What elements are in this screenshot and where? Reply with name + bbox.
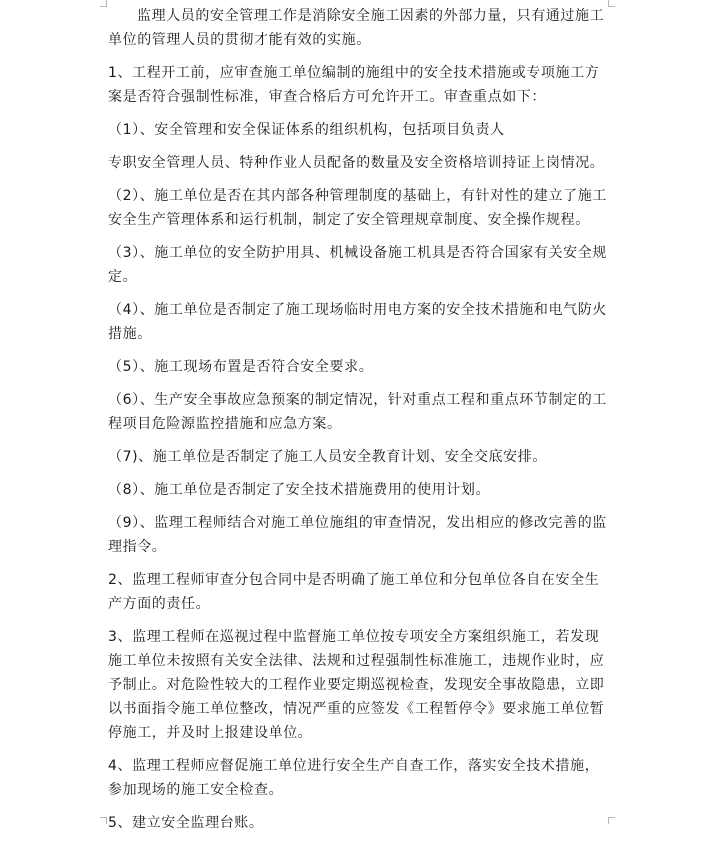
paragraph-subitem-9: （9）、监理工程师结合对施工单位施组的审查情况，发出相应的修改完善的监理指令。 (108, 515, 607, 555)
page-corner-mark-bottom-right (608, 817, 615, 824)
paragraph-intro: 监理人员的安全管理工作是消除安全施工因素的外部力量，只有通过施工单位的管理人员的贯彻才能有效的实施。 (108, 8, 605, 48)
paragraph-subitem-3: （3）、施工单位的安全防护用具、机械设备施工机具是否符合国家有关安全规定。 (108, 245, 607, 285)
paragraph-subitem-1: （1）、安全管理和安全保证体系的组织机构，包括项目负责人 (108, 122, 505, 138)
paragraph-subitem-7: （7)、施工单位是否制定了施工人员安全教育计划、安全交底安排。 (108, 449, 547, 465)
paragraph-item-3: 3、监理工程师在巡视过程中监督施工单位按专项安全方案组织施工，若发现施工单位未按照有关安全法律、法规和过程强制性标准施工，违规作业时，应予制止。对危险性较大的工程作业要定期巡视检查，发现安全事故隐患，立即以书面指令施工单位整改，情况严重的应签发《工程暂停令》要求施工单位暂停施工，并及时上报建设单位。 (108, 629, 605, 741)
paragraph-item-4: 4、监理工程师应督促施工单位进行安全生产自查工作，落实安全技术措施，参加现场的施工安全检查。 (108, 758, 600, 798)
paragraph-item-1: 1、工程开工前，应审查施工单位编制的施组中的安全技术措施或专项施工方案是否符合强制性标准，审查合格后方可允许开工。审查重点如下： (108, 65, 600, 105)
document-body[interactable] (108, 4, 608, 844)
page-corner-mark-top-right (608, 0, 615, 7)
paragraph-subitem-8: （8）、施工单位是否制定了安全技术措施费用的使用计划。 (108, 482, 491, 498)
paragraph-subitem-4: （4）、施工单位是否制定了施工现场临时用电方案的安全技术措施和电气防火措施。 (108, 302, 607, 342)
paragraph-subitem-5: （5）、施工现场布置是否符合安全要求。 (108, 359, 374, 375)
paragraph-item-2: 2、监理工程师审查分包合同中是否明确了施工单位和分包单位各自在安全生产方面的责任。 (108, 572, 600, 612)
paragraph-subitem-1-continued: 专职安全管理人员、特种作业人员配备的数量及安全资格培训持证上岗情况。 (108, 155, 605, 171)
page-corner-mark-bottom-left (100, 817, 107, 824)
page-corner-mark-top-left (100, 0, 107, 7)
paragraph-item-5: 5、建立安全监理台账。 (108, 815, 264, 831)
paragraph-subitem-6: （6）、生产安全事故应急预案的制定情况，针对重点工程和重点环节制定的工程项目危险源监控措施和应急方案。 (108, 392, 607, 432)
paragraph-subitem-2: （2）、施工单位是否在其内部各种管理制度的基础上，有针对性的建立了施工安全生产管理体系和运行机制，制定了安全管理规章制度、安全操作规程。 (108, 188, 607, 228)
